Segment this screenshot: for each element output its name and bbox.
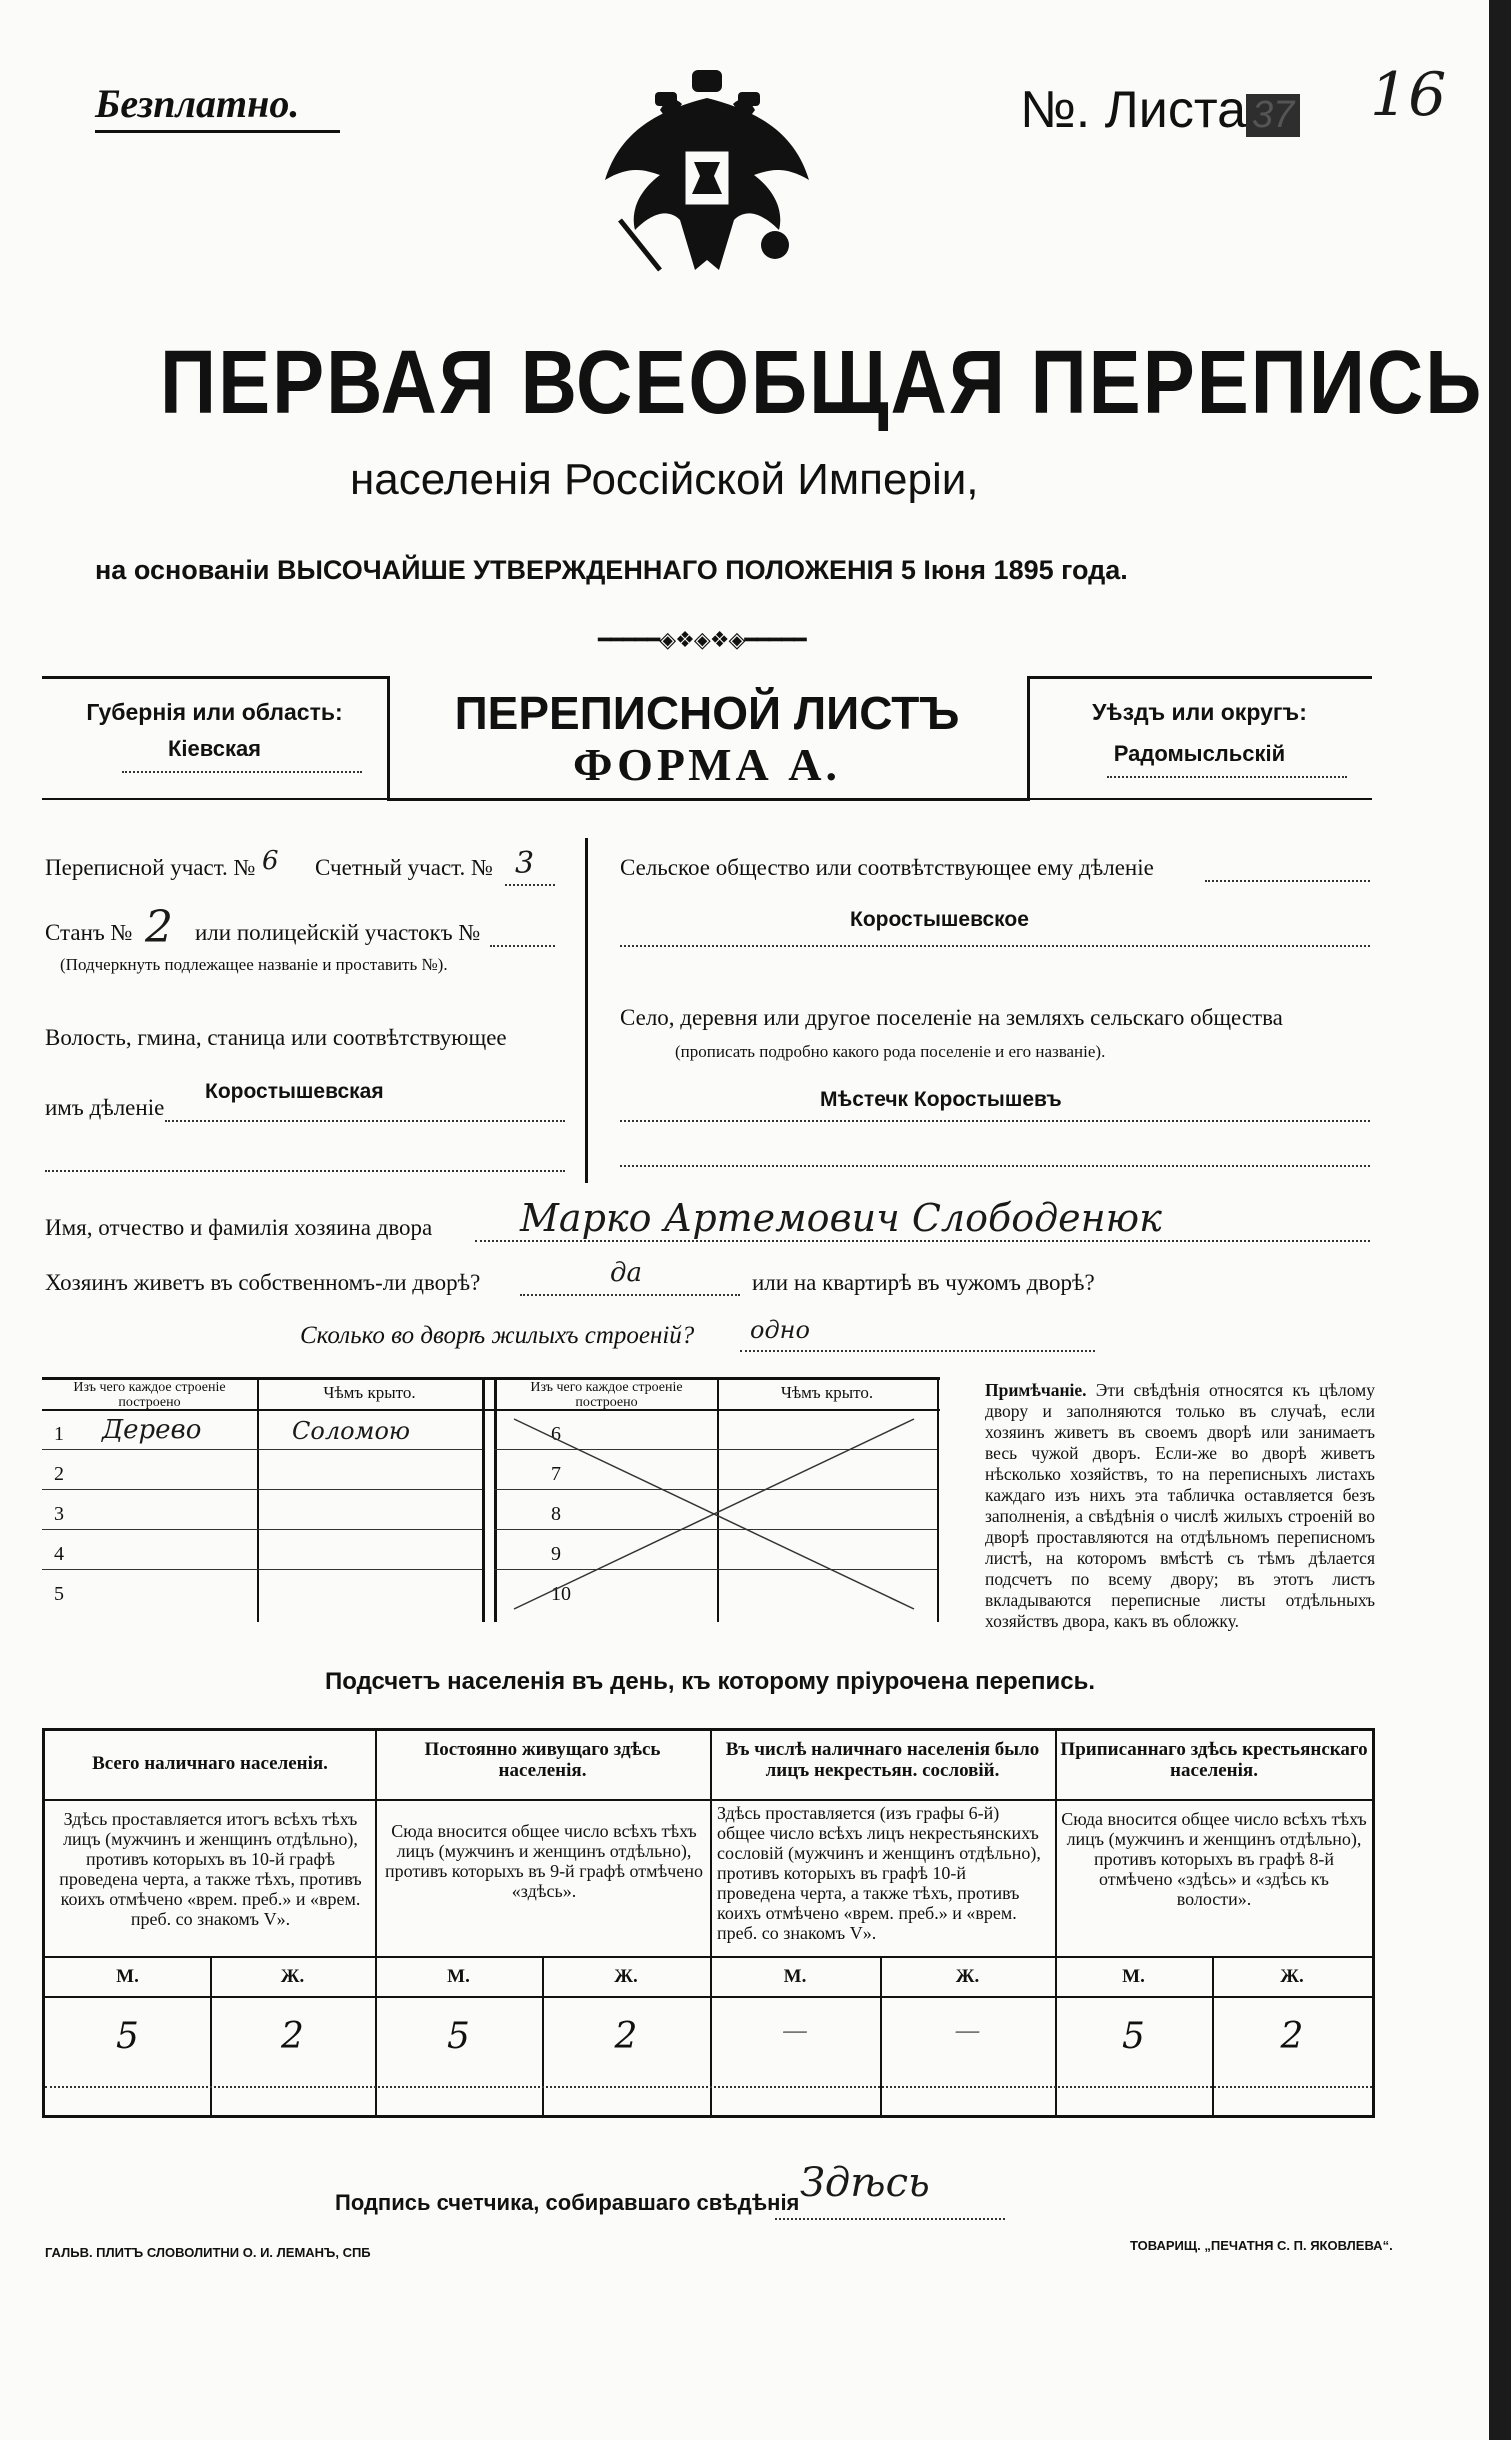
right-printer: ТОВАРИЩ. „ПЕЧАТНЯ С. П. ЯКОВЛЕВА“. [1130, 2238, 1393, 2253]
village-value: Мѣстечк Коростышевъ [820, 1088, 1062, 1111]
buildings-table [42, 1377, 940, 1622]
row-number: 7 [551, 1463, 561, 1485]
free-underline [95, 130, 340, 133]
volost-label-2: имъ дѣленіе [45, 1095, 165, 1120]
population-heading: Подсчетъ населенія въ день, къ которому пріурочена перепись. [325, 1668, 1095, 1695]
free-label: Безплатно. [95, 81, 300, 126]
pop-female-value: 2 [281, 2016, 304, 2057]
rent-label: или на квартирѣ въ чужомъ дворѣ? [752, 1270, 1095, 1295]
pop-col-text: Сюда вносится общее число всѣхъ тѣхъ лицъ (мужчинъ и женщинъ отдѣльно), противъ которыхъ въ графѣ 8-й отмѣчено «здѣсь» и «здѣсь къ волости». [1061, 1809, 1367, 1909]
signature-label: Подпись счетчика, собиравшаго свѣдѣнія [335, 2190, 800, 2215]
row-roof: Соломою [292, 1417, 411, 1445]
village-note: (прописать подробно какого рода поселеніе и его названіе). [675, 1042, 1106, 1061]
pop-col-text: Здѣсь проставляется (изъ графы 6-й) общее число всѣхъ лицъ некрестьянскихъ сословій (мужчинъ и женщинъ отдѣльно), противъ которыхъ въ графѣ 10-й проведена черта, а также тѣхъ, противъ коихъ отмѣчено «врем. преб.» и «врем. преб. со знакомъ V». [717, 1803, 1041, 1943]
left-material-header: Изъ чего каждое строеніе построено [73, 1380, 226, 1410]
form-title: ПЕРЕПИСНОЙ ЛИСТЪ [454, 687, 960, 739]
right-material-header: Изъ чего каждое строеніе построено [530, 1380, 683, 1410]
female-label: Ж. [1280, 1966, 1304, 1987]
pop-col-text: Сюда вносится общее число всѣхъ тѣхъ лицъ (мужчинъ и женщинъ отдѣльно), противъ которыхъ въ 9-й графѣ отмѣчено «здѣсь». [385, 1821, 703, 1901]
count-district-value: 3 [515, 846, 535, 881]
row-number: 4 [54, 1543, 64, 1565]
pop-male-value: 5 [1122, 2016, 1145, 2057]
row-number: 6 [551, 1423, 561, 1445]
row-number: 8 [551, 1503, 561, 1525]
volost-label: Волость, гмина, станица или соотвѣтствующее [45, 1025, 507, 1050]
male-label: М. [116, 1966, 139, 1987]
signature-value: Здѣсь [800, 2160, 930, 2206]
ornament-divider: ━━━━━◈❖◈❖◈━━━━━ [598, 627, 806, 652]
row-number: 5 [54, 1583, 64, 1605]
pop-col-title: Въ числѣ наличнаго населенія было лицъ некрестьян. сословій. [725, 1739, 1040, 1781]
buildings-value: одно [750, 1316, 810, 1344]
male-label: М. [783, 1966, 807, 1987]
sheet-label: №. Листа [1020, 81, 1247, 139]
basis-line: на основаніи ВЫСОЧАЙШЕ УТВЕРЖДЕННАГО ПОЛОЖЕНІЯ 5 Іюня 1895 года. [95, 555, 1128, 585]
village-label: Село, деревня или другое поселеніе на земляхъ сельскаго общества [620, 1005, 1283, 1030]
row-number: 2 [54, 1463, 64, 1485]
note-heading: Примѣчаніе. [985, 1380, 1087, 1400]
stan-label: Станъ № [45, 920, 133, 945]
double-headed-eagle-icon [600, 70, 815, 285]
female-label: Ж. [955, 1966, 980, 1987]
right-rows [494, 1409, 937, 1622]
left-roof-header: Чѣмъ крыто. [323, 1383, 416, 1402]
gubernia-label: Губернія или область: [86, 699, 343, 725]
pop-male-value: — [782, 2016, 808, 2046]
society-label: Сельское общество или соотвѣтствующее ему дѣленіе [620, 855, 1154, 880]
female-label: Ж. [280, 1966, 305, 1987]
left-rows [42, 1409, 482, 1622]
census-district-label: Переписной участ. № [45, 855, 256, 880]
right-roof-header: Чѣмъ крыто. [780, 1383, 874, 1402]
pop-female-value: 2 [614, 2016, 638, 2057]
scan-edge [1489, 0, 1511, 2440]
pop-col-title: Приписаннаго здѣсь крестьянскаго населенія. [1060, 1739, 1368, 1781]
underline-note: (Подчеркнуть подлежащее названіе и проставить №). [60, 955, 448, 974]
count-district-label: Счетный участ. № [315, 855, 493, 880]
cross-out-mark [494, 1409, 937, 1622]
sheet-number-line [1020, 80, 1300, 140]
note-text: Эти свѣдѣнія относятся къ цѣлому двору и заполняются только въ случаѣ, если хозяинъ живетъ въ своемъ дворѣ или занимаетъ весь чужой дворъ. Если-же во дворѣ живетъ нѣсколько хозяйствъ, то на переписныхъ листахъ каждаго изъ нихъ эта табличка оставляется безъ заполненія, а свѣдѣнія о числѣ жилыхъ строеній во дворѣ проставляются на отдѣльномъ переписномъ листѣ, на которомъ вмѣстѣ съ тѣмъ дѣлается подсчетъ по всему двору; въ этотъ листъ вкладываются переписные листы отдѣльныхъ хозяйствъ двора, какъ въ обложку. [985, 1380, 1376, 1631]
male-label: М. [447, 1966, 470, 1987]
pop-male-value: 5 [447, 2016, 470, 2057]
pop-col-title: Постоянно живущаго здѣсь населенія. [424, 1739, 661, 1781]
row-number: 10 [551, 1583, 571, 1605]
pop-col-title: Всего наличнаго населенія. [92, 1753, 328, 1774]
left-printer: ГАЛЬВ. ПЛИТЪ СЛОВОЛИТНИ О. И. ЛЕМАНЪ, СПБ [45, 2245, 371, 2260]
pop-female-value: — [954, 2016, 981, 2046]
census-district-value: 6 [262, 846, 279, 876]
stan-value: 2 [145, 902, 173, 953]
gubernia-value: Кіевская [167, 736, 262, 761]
form-subtitle: ФОРМА А. [573, 739, 841, 790]
pop-male-value: 5 [116, 2016, 139, 2057]
owner-name-value: Марко Артемович Слободенюк [520, 1196, 1162, 1240]
uezd-value: Радомысльскій [1113, 741, 1286, 766]
own-yard-label: Хозяинъ живетъ въ собственномъ-ли дворѣ? [45, 1270, 481, 1295]
note [985, 1380, 1375, 1632]
uezd-label: Уѣздъ или округъ: [1092, 699, 1307, 725]
subtitle: населенія Россійской Имперіи, [350, 455, 979, 504]
sheet-number: 37 [1246, 94, 1300, 137]
buildings-label: Сколько во дворѣ жилыхъ строеній? [300, 1322, 695, 1349]
population-table [42, 1728, 1375, 2118]
pop-col-text: Здѣсь проставляется итогъ всѣхъ тѣхъ лицъ (мужчинъ и женщинъ отдѣльно), противъ которыхъ въ 10-й графѣ проведена черта, а также тѣхъ, противъ коихъ отмѣчено «врем. преб.» и «врем. преб. со знакомъ V». [59, 1809, 362, 1929]
fields-divider [585, 838, 588, 1183]
male-label: М. [1122, 1966, 1145, 1987]
female-label: Ж. [614, 1966, 638, 1987]
pop-female-value: 2 [1280, 2016, 1304, 2057]
owner-name-label: Имя, отчество и фамилія хозяина двора [45, 1215, 433, 1240]
row-number: 9 [551, 1543, 561, 1565]
row-material: Дерево [102, 1415, 202, 1445]
header-box [42, 676, 1372, 801]
row-number: 3 [54, 1503, 64, 1525]
page-number: 16 [1370, 60, 1447, 130]
police-label: или полицейскій участокъ № [195, 920, 481, 945]
volost-value: Коростышевская [205, 1080, 384, 1103]
row-number: 1 [54, 1423, 64, 1445]
society-value: Коростышевское [850, 908, 1029, 931]
own-yard-value: да [610, 1258, 642, 1288]
main-title: ПЕРВАЯ ВСЕОБЩАЯ ПЕРЕПИСЬ [160, 331, 1484, 433]
